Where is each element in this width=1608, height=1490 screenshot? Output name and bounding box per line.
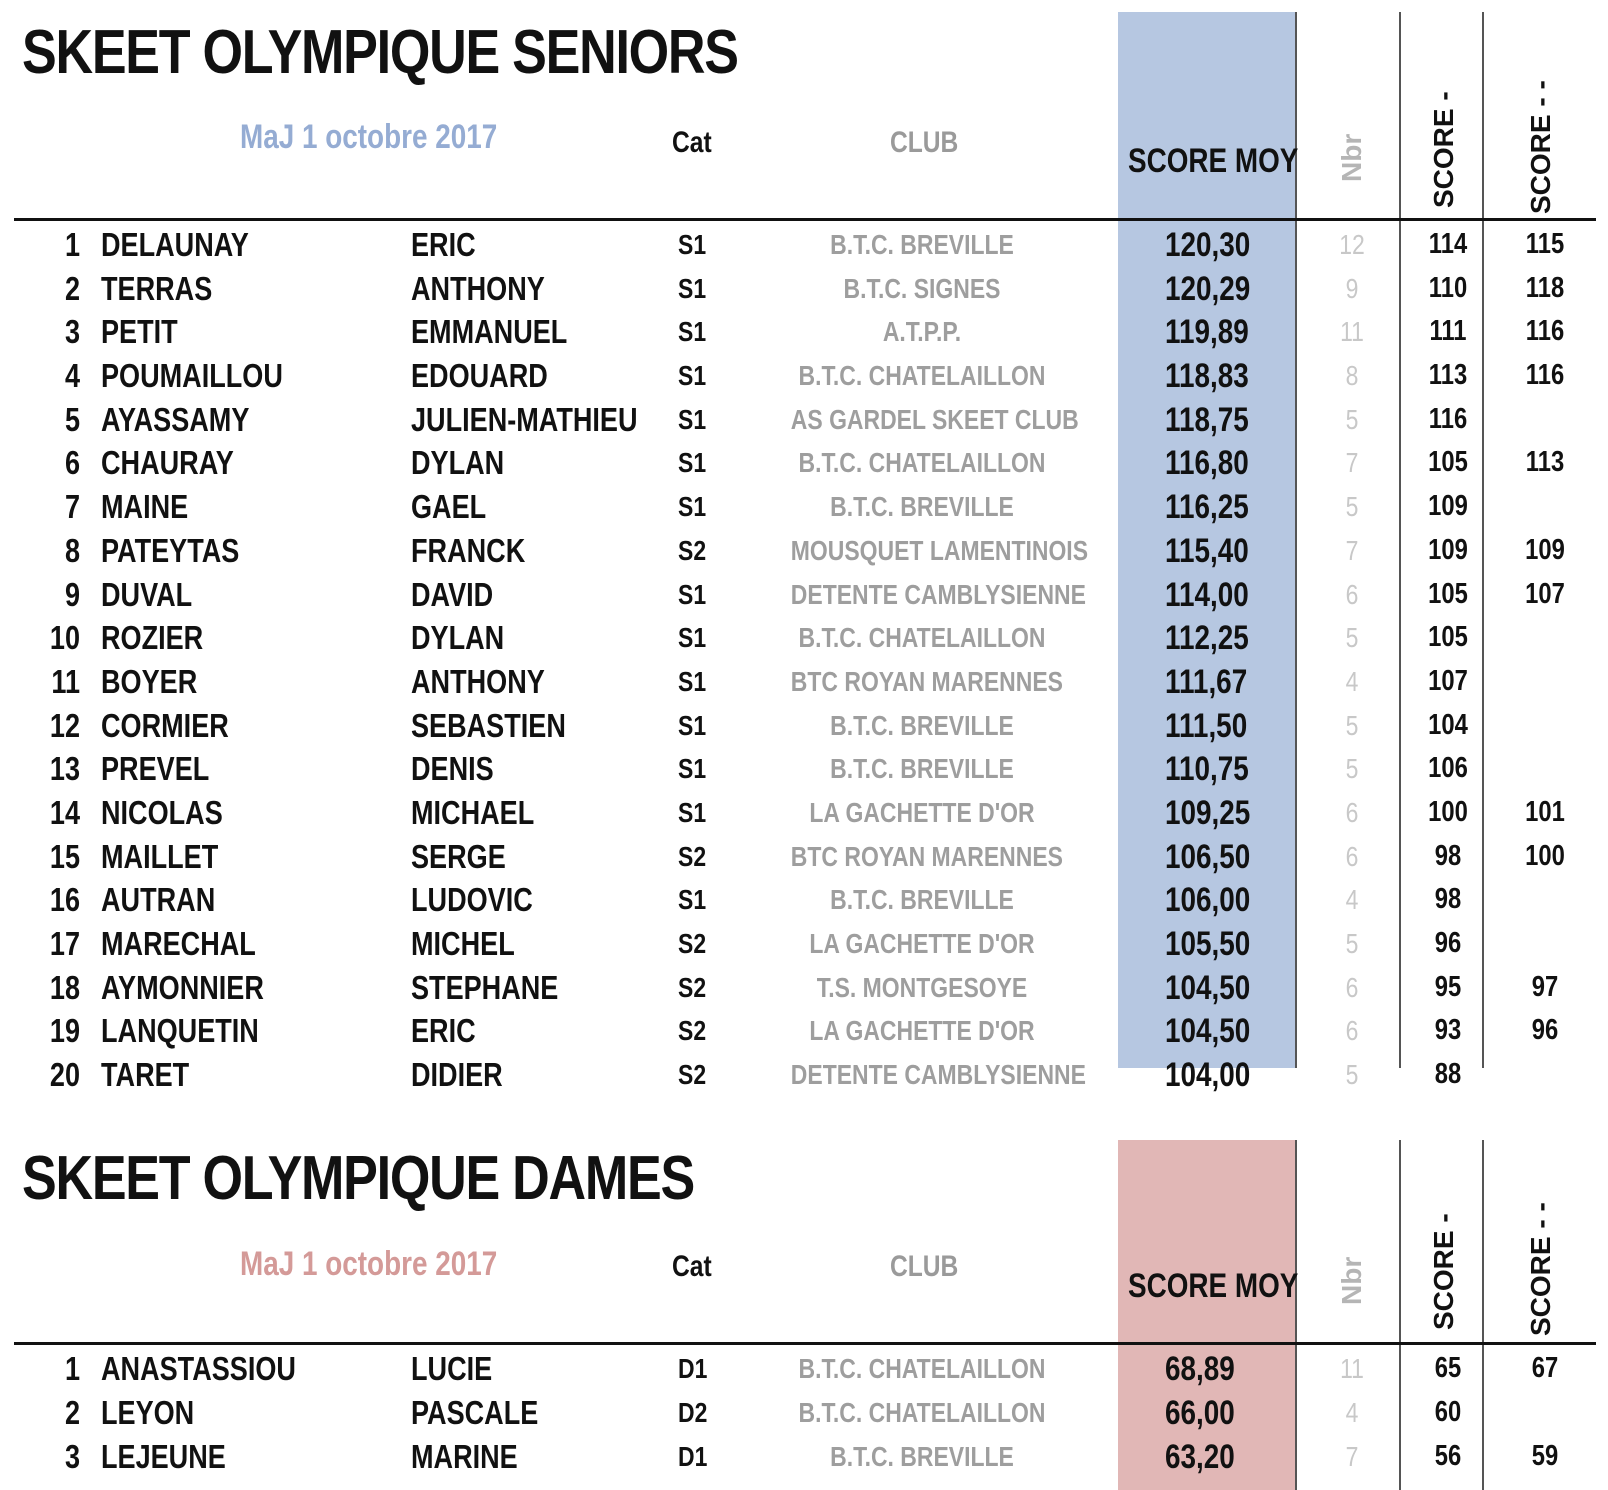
last-name-cell: MAINE bbox=[101, 488, 189, 526]
club-cell: T.S. MONTGESOYE bbox=[816, 971, 1028, 1003]
rank-cell: 2 bbox=[64, 269, 80, 307]
club-cell: B.T.C. SIGNES bbox=[843, 272, 1001, 304]
first-name-cell: ANTHONY bbox=[411, 269, 545, 307]
score-moy-cell: 106,50 bbox=[1165, 837, 1251, 876]
score-2-cell: 100 bbox=[1525, 839, 1565, 872]
category-cell: S2 bbox=[678, 1015, 707, 1047]
header-nbr: Nbr bbox=[1336, 133, 1367, 182]
score-moy-cell: 106,00 bbox=[1165, 881, 1251, 920]
last-name-cell: CORMIER bbox=[101, 706, 229, 744]
nbr-cell: 5 bbox=[1345, 753, 1359, 785]
last-name-cell: CHAURAY bbox=[101, 444, 234, 482]
header-cat: Cat bbox=[672, 126, 712, 159]
rank-cell: 13 bbox=[49, 750, 80, 788]
dames-section bbox=[0, 1130, 1608, 1490]
score-2-cell: 113 bbox=[1525, 446, 1565, 479]
score-moy-cell: 120,29 bbox=[1165, 269, 1251, 308]
rank-cell: 3 bbox=[64, 1438, 80, 1475]
last-name-cell: LANQUETIN bbox=[101, 1012, 259, 1050]
nbr-cell: 5 bbox=[1345, 491, 1359, 523]
first-name-cell: EMMANUEL bbox=[411, 313, 568, 351]
score-1-cell: 106 bbox=[1428, 752, 1468, 785]
first-name-cell: GAEL bbox=[411, 488, 487, 526]
category-cell: S1 bbox=[678, 272, 707, 304]
rank-cell: 3 bbox=[64, 313, 80, 351]
club-cell: B.T.C. BREVILLE bbox=[830, 229, 1014, 260]
last-name-cell: AYMONNIER bbox=[101, 968, 264, 1006]
category-cell: D2 bbox=[678, 1397, 708, 1428]
score-1-cell: 95 bbox=[1434, 970, 1462, 1003]
nbr-cell: 5 bbox=[1345, 1059, 1359, 1091]
club-cell: DETENTE CAMBLYSIENNE bbox=[790, 1059, 1086, 1091]
score-1-cell: 113 bbox=[1428, 359, 1468, 392]
header-nbr: Nbr bbox=[1336, 1256, 1367, 1305]
table-row bbox=[0, 1054, 1608, 1098]
nbr-cell: 8 bbox=[1345, 360, 1359, 392]
score-1-cell: 105 bbox=[1428, 446, 1468, 479]
first-name-cell: MARINE bbox=[411, 1438, 518, 1475]
table-row bbox=[0, 792, 1608, 836]
last-name-cell: PATEYTAS bbox=[101, 531, 240, 569]
last-name-cell: LEYON bbox=[101, 1394, 195, 1431]
score-2-cell: 116 bbox=[1525, 359, 1565, 392]
last-name-cell: TERRAS bbox=[101, 269, 213, 307]
score-moy-cell: 114,00 bbox=[1165, 575, 1249, 614]
nbr-cell: 11 bbox=[1340, 1353, 1364, 1384]
rank-cell: 9 bbox=[64, 575, 80, 613]
category-cell: D1 bbox=[678, 1441, 708, 1472]
club-cell: BTC ROYAN MARENNES bbox=[790, 665, 1063, 697]
category-cell: S2 bbox=[678, 534, 707, 566]
section-title: SKEET OLYMPIQUE SENIORS bbox=[22, 18, 738, 87]
nbr-cell: 11 bbox=[1340, 316, 1364, 348]
header-club: CLUB bbox=[890, 1250, 959, 1283]
club-cell: B.T.C. CHATELAILLON bbox=[798, 1353, 1046, 1384]
first-name-cell: DIDIER bbox=[411, 1056, 503, 1094]
nbr-cell: 6 bbox=[1345, 796, 1359, 828]
score-2-cell: 107 bbox=[1525, 577, 1565, 610]
score-1-cell: 56 bbox=[1434, 1440, 1462, 1472]
score-moy-cell: 104,00 bbox=[1165, 1056, 1251, 1095]
first-name-cell: SERGE bbox=[411, 837, 506, 875]
first-name-cell: STEPHANE bbox=[411, 968, 559, 1006]
last-name-cell: ROZIER bbox=[101, 619, 204, 657]
last-name-cell: ANASTASSIOU bbox=[101, 1350, 296, 1387]
score-moy-cell: 118,75 bbox=[1165, 400, 1249, 439]
score-1-cell: 60 bbox=[1434, 1396, 1462, 1428]
score-1-cell: 88 bbox=[1434, 1058, 1462, 1091]
score-moy-cell: 116,25 bbox=[1165, 488, 1249, 527]
rank-cell: 17 bbox=[49, 925, 80, 962]
score-moy-cell: 109,25 bbox=[1165, 793, 1251, 832]
score-1-cell: 116 bbox=[1428, 402, 1468, 435]
score-moy-cell: 104,50 bbox=[1165, 1012, 1251, 1051]
header-score-2: SCORE - - bbox=[1525, 80, 1556, 214]
rank-cell: 14 bbox=[49, 793, 80, 831]
score-moy-cell: 63,20 bbox=[1165, 1438, 1235, 1476]
last-name-cell: NICOLAS bbox=[101, 793, 223, 831]
update-date: MaJ 1 octobre 2017 bbox=[240, 1245, 498, 1283]
club-cell: A.T.P.P. bbox=[882, 316, 962, 348]
section-title: SKEET OLYMPIQUE DAMES bbox=[22, 1144, 694, 1213]
last-name-cell: DELAUNAY bbox=[101, 226, 249, 263]
rank-cell: 7 bbox=[64, 488, 80, 526]
header-rule bbox=[14, 1342, 1596, 1345]
score-moy-cell: 119,89 bbox=[1165, 313, 1249, 352]
category-cell: S2 bbox=[678, 928, 707, 959]
table-row bbox=[0, 268, 1608, 312]
score-moy-cell: 118,83 bbox=[1165, 357, 1249, 396]
score-1-cell: 100 bbox=[1428, 795, 1468, 828]
score-moy-cell: 110,75 bbox=[1165, 750, 1249, 789]
club-cell: B.T.C. CHATELAILLON bbox=[798, 360, 1046, 392]
rank-cell: 18 bbox=[49, 968, 80, 1006]
rank-cell: 12 bbox=[49, 706, 80, 744]
category-cell: S1 bbox=[678, 709, 707, 741]
score-2-cell: 109 bbox=[1525, 533, 1565, 566]
header-cat: Cat bbox=[672, 1250, 712, 1283]
header-score-1: SCORE - bbox=[1428, 1213, 1459, 1330]
category-cell: S2 bbox=[678, 1059, 707, 1091]
category-cell: S1 bbox=[678, 753, 707, 785]
last-name-cell: LEJEUNE bbox=[101, 1438, 226, 1475]
score-2-cell: 116 bbox=[1525, 315, 1565, 348]
score-1-cell: 110 bbox=[1428, 271, 1468, 304]
rank-cell: 16 bbox=[49, 881, 80, 919]
nbr-cell: 5 bbox=[1345, 403, 1359, 435]
last-name-cell: POUMAILLOU bbox=[101, 357, 283, 395]
first-name-cell: ANTHONY bbox=[411, 662, 545, 700]
table-row bbox=[0, 1348, 1608, 1392]
nbr-cell: 4 bbox=[1345, 1397, 1359, 1428]
first-name-cell: LUDOVIC bbox=[411, 881, 533, 919]
category-cell: S2 bbox=[678, 971, 707, 1003]
score-2-cell: 101 bbox=[1525, 795, 1565, 828]
club-cell: B.T.C. BREVILLE bbox=[830, 491, 1014, 523]
first-name-cell: FRANCK bbox=[411, 531, 526, 569]
first-name-cell: MICHEL bbox=[411, 925, 515, 962]
score-1-cell: 107 bbox=[1428, 664, 1468, 697]
score-1-cell: 98 bbox=[1434, 883, 1462, 916]
table-row bbox=[0, 530, 1608, 574]
table-row bbox=[0, 311, 1608, 355]
first-name-cell: DYLAN bbox=[411, 619, 505, 657]
table-row bbox=[0, 1392, 1608, 1436]
rank-cell: 1 bbox=[64, 226, 80, 263]
table-row bbox=[0, 486, 1608, 530]
score-1-cell: 109 bbox=[1428, 490, 1468, 523]
nbr-cell: 12 bbox=[1339, 229, 1365, 260]
rank-cell: 8 bbox=[64, 531, 80, 569]
nbr-cell: 4 bbox=[1345, 884, 1359, 916]
rank-cell: 10 bbox=[49, 619, 80, 657]
table-row bbox=[0, 442, 1608, 486]
header-rule bbox=[14, 218, 1596, 221]
last-name-cell: AUTRAN bbox=[101, 881, 216, 919]
first-name-cell: DENIS bbox=[411, 750, 494, 788]
category-cell: S1 bbox=[678, 578, 707, 610]
table-row bbox=[0, 705, 1608, 749]
club-cell: LA GACHETTE D'OR bbox=[809, 796, 1035, 828]
header-score-2: SCORE - - bbox=[1525, 1202, 1556, 1336]
club-cell: B.T.C. BREVILLE bbox=[830, 753, 1014, 785]
nbr-cell: 6 bbox=[1345, 971, 1359, 1003]
score-moy-cell: 120,30 bbox=[1165, 226, 1251, 264]
first-name-cell: LUCIE bbox=[411, 1350, 493, 1387]
table-row bbox=[0, 1436, 1608, 1480]
last-name-cell: AYASSAMY bbox=[101, 400, 250, 438]
first-name-cell: PASCALE bbox=[411, 1394, 539, 1431]
ranking-table bbox=[0, 224, 1608, 1098]
first-name-cell: JULIEN-MATHIEU bbox=[411, 400, 638, 438]
club-cell: LA GACHETTE D'OR bbox=[809, 1015, 1035, 1047]
score-2-cell: 59 bbox=[1531, 1440, 1559, 1472]
score-moy-cell: 68,89 bbox=[1165, 1350, 1235, 1388]
first-name-cell: SEBASTIEN bbox=[411, 706, 566, 744]
rank-cell: 6 bbox=[64, 444, 80, 482]
category-cell: S1 bbox=[678, 884, 707, 916]
update-date: MaJ 1 octobre 2017 bbox=[240, 118, 498, 156]
score-1-cell: 109 bbox=[1428, 533, 1468, 566]
club-cell: B.T.C. CHATELAILLON bbox=[798, 622, 1046, 654]
club-cell: DETENTE CAMBLYSIENNE bbox=[790, 578, 1086, 610]
score-1-cell: 105 bbox=[1428, 621, 1468, 654]
rank-cell: 2 bbox=[64, 1394, 80, 1431]
score-1-cell: 98 bbox=[1434, 839, 1462, 872]
score-moy-cell: 112,25 bbox=[1165, 619, 1249, 658]
score-moy-cell: 104,50 bbox=[1165, 968, 1251, 1007]
rank-cell: 20 bbox=[49, 1056, 80, 1094]
score-1-cell: 96 bbox=[1434, 927, 1462, 959]
score-2-cell: 115 bbox=[1525, 228, 1565, 260]
nbr-cell: 5 bbox=[1345, 709, 1359, 741]
club-cell: BTC ROYAN MARENNES bbox=[790, 840, 1063, 872]
nbr-cell: 9 bbox=[1345, 272, 1359, 304]
category-cell: S1 bbox=[678, 796, 707, 828]
table-row bbox=[0, 399, 1608, 443]
first-name-cell: EDOUARD bbox=[411, 357, 548, 395]
last-name-cell: TARET bbox=[101, 1056, 190, 1094]
score-moy-cell: 116,80 bbox=[1165, 444, 1249, 483]
table-row bbox=[0, 617, 1608, 661]
first-name-cell: DAVID bbox=[411, 575, 494, 613]
table-row bbox=[0, 879, 1608, 923]
nbr-cell: 7 bbox=[1345, 1441, 1359, 1472]
last-name-cell: MARECHAL bbox=[101, 925, 256, 962]
header-score-moy: SCORE MOY bbox=[1128, 142, 1299, 180]
table-row bbox=[0, 836, 1608, 880]
nbr-cell: 5 bbox=[1345, 928, 1359, 959]
nbr-cell: 6 bbox=[1345, 840, 1359, 872]
ranking-table bbox=[0, 1348, 1608, 1480]
table-row bbox=[0, 574, 1608, 618]
category-cell: S1 bbox=[678, 403, 707, 435]
score-moy-cell: 111,50 bbox=[1165, 706, 1248, 745]
club-cell: MOUSQUET LAMENTINOIS bbox=[790, 534, 1089, 566]
first-name-cell: DYLAN bbox=[411, 444, 505, 482]
table-row bbox=[0, 1010, 1608, 1054]
nbr-cell: 6 bbox=[1345, 578, 1359, 610]
club-cell: B.T.C. CHATELAILLON bbox=[798, 447, 1046, 479]
rank-cell: 4 bbox=[64, 357, 80, 395]
table-row bbox=[0, 923, 1608, 967]
score-2-cell: 96 bbox=[1531, 1014, 1559, 1047]
nbr-cell: 7 bbox=[1345, 534, 1359, 566]
nbr-cell: 6 bbox=[1345, 1015, 1359, 1047]
category-cell: D1 bbox=[678, 1353, 708, 1384]
rank-cell: 11 bbox=[51, 662, 80, 700]
table-row bbox=[0, 967, 1608, 1011]
club-cell: AS GARDEL SKEET CLUB bbox=[790, 403, 1079, 435]
header-club: CLUB bbox=[890, 126, 959, 159]
score-moy-cell: 66,00 bbox=[1165, 1394, 1235, 1432]
score-1-cell: 65 bbox=[1434, 1352, 1462, 1384]
header-score-1: SCORE - bbox=[1428, 91, 1459, 208]
score-2-cell: 97 bbox=[1531, 970, 1559, 1003]
score-1-cell: 105 bbox=[1428, 577, 1468, 610]
last-name-cell: MAILLET bbox=[101, 837, 219, 875]
club-cell: B.T.C. BREVILLE bbox=[830, 709, 1014, 741]
category-cell: S1 bbox=[678, 622, 707, 654]
header-score-moy: SCORE MOY bbox=[1128, 1267, 1299, 1305]
nbr-cell: 7 bbox=[1345, 447, 1359, 479]
score-1-cell: 93 bbox=[1434, 1014, 1462, 1047]
club-cell: B.T.C. BREVILLE bbox=[830, 1441, 1014, 1472]
club-cell: B.T.C. CHATELAILLON bbox=[798, 1397, 1046, 1428]
last-name-cell: PREVEL bbox=[101, 750, 210, 788]
category-cell: S1 bbox=[678, 447, 707, 479]
score-moy-cell: 115,40 bbox=[1165, 531, 1249, 570]
score-2-cell: 118 bbox=[1525, 271, 1565, 304]
nbr-cell: 5 bbox=[1345, 622, 1359, 654]
score-1-cell: 104 bbox=[1428, 708, 1468, 741]
rank-cell: 19 bbox=[49, 1012, 80, 1050]
score-1-cell: 111 bbox=[1429, 315, 1467, 348]
table-row bbox=[0, 224, 1608, 268]
rank-cell: 5 bbox=[64, 400, 80, 438]
first-name-cell: ERIC bbox=[411, 1012, 476, 1050]
table-row bbox=[0, 661, 1608, 705]
first-name-cell: MICHAEL bbox=[411, 793, 535, 831]
category-cell: S2 bbox=[678, 840, 707, 872]
last-name-cell: DUVAL bbox=[101, 575, 193, 613]
first-name-cell: ERIC bbox=[411, 226, 476, 263]
nbr-cell: 4 bbox=[1345, 665, 1359, 697]
category-cell: S1 bbox=[678, 360, 707, 392]
score-moy-cell: 105,50 bbox=[1165, 925, 1251, 963]
category-cell: S1 bbox=[678, 665, 707, 697]
rank-cell: 1 bbox=[64, 1350, 80, 1387]
category-cell: S1 bbox=[678, 491, 707, 523]
score-2-cell: 67 bbox=[1531, 1352, 1559, 1384]
score-1-cell: 114 bbox=[1428, 228, 1468, 260]
table-row bbox=[0, 355, 1608, 399]
category-cell: S1 bbox=[678, 316, 707, 348]
last-name-cell: BOYER bbox=[101, 662, 198, 700]
table-row bbox=[0, 748, 1608, 792]
category-cell: S1 bbox=[678, 229, 707, 260]
rank-cell: 15 bbox=[49, 837, 80, 875]
score-moy-cell: 111,67 bbox=[1165, 662, 1248, 701]
club-cell: LA GACHETTE D'OR bbox=[809, 928, 1035, 959]
club-cell: B.T.C. BREVILLE bbox=[830, 884, 1014, 916]
last-name-cell: PETIT bbox=[101, 313, 178, 351]
